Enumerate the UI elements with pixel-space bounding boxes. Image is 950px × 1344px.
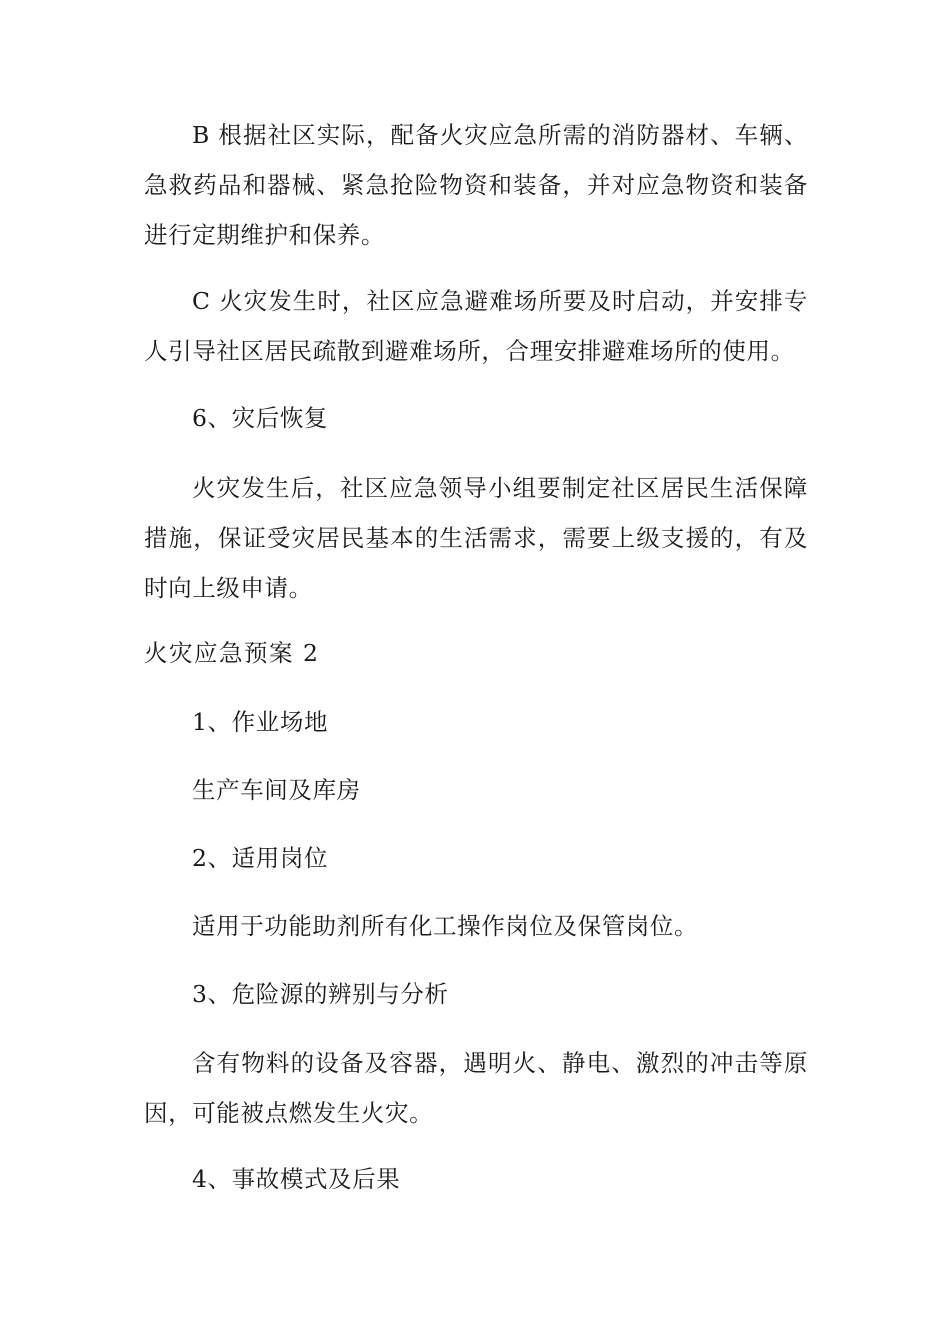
- paragraph-equipment: B 根据社区实际，配备火灾应急所需的消防器材、车辆、急救药品和器械、紧急抢险物资和装备，并对应急物资和装备进行定期维护和保养。: [144, 121, 808, 249]
- section-heading-recovery: 6、灾后恢复: [192, 404, 329, 432]
- section-heading-accident-mode: 4、事故模式及后果: [192, 1165, 401, 1193]
- paragraph-recovery: 火灾发生后，社区应急领导小组要制定社区居民生活保障措施，保证受灾居民基本的生活需求，需要上级支援的，有及时向上级申请。: [144, 474, 808, 602]
- document-title-plan-2: 火灾应急预案 2: [144, 639, 320, 667]
- section-heading-positions: 2、适用岗位: [192, 844, 329, 872]
- section-heading-hazards: 3、危险源的辨别与分析: [192, 980, 449, 1008]
- section-heading-workplace: 1、作业场地: [192, 708, 329, 736]
- paragraph-workplace: 生产车间及库房: [192, 776, 361, 804]
- paragraph-positions: 适用于功能助剂所有化工操作岗位及保管岗位。: [192, 912, 699, 940]
- paragraph-hazards: 含有物料的设备及容器，遇明火、静电、激烈的冲击等原因，可能被点燃发生火灾。: [144, 1049, 808, 1127]
- paragraph-evacuation: C 火灾发生时，社区应急避难场所要及时启动，并安排专人引导社区居民疏散到避难场所，合理安排避难场所的使用。: [144, 287, 808, 365]
